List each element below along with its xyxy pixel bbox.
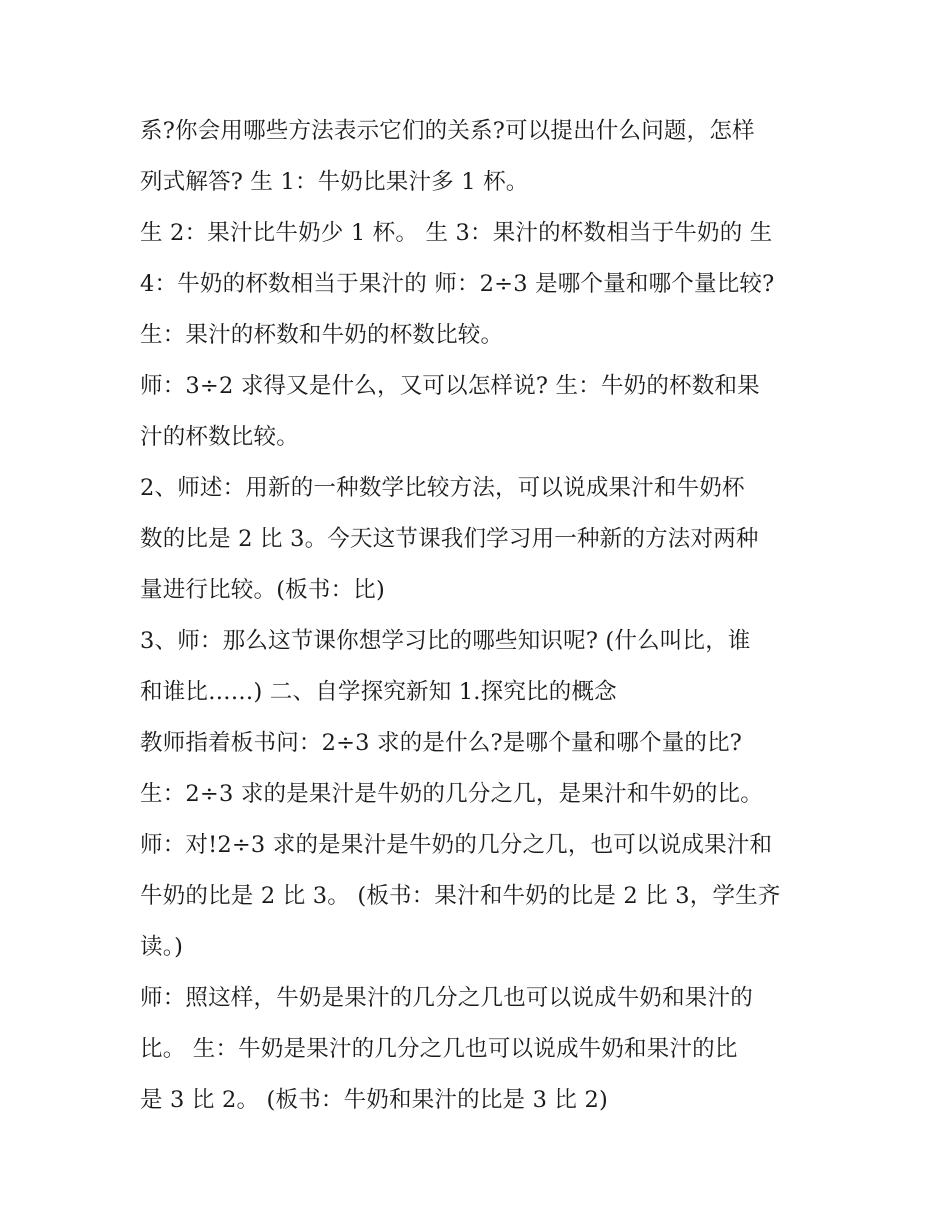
text-line: 是 3 比 2。 (板书：牛奶和果汁的比是 3 比 2) (140, 1087, 608, 1113)
text-line: 师：照这样，牛奶是果汁的几分之几也可以说成牛奶和果汁的 (140, 985, 753, 1011)
text-line: 系?你会用哪些方法表示它们的关系?可以提出什么问题，怎样 (140, 118, 755, 144)
text-line: 和谁比……) 二、自学探究新知 1.探究比的概念 (140, 679, 617, 705)
text-line: 师：3÷2 求得又是什么，又可以怎样说? 生：牛奶的杯数和果 (140, 373, 760, 399)
text-line: 师：对!2÷3 求的是果汁是牛奶的几分之几，也可以说成果汁和 (140, 832, 773, 858)
text-line: 列式解答? 生 1：牛奶比果汁多 1 杯。 (140, 169, 529, 195)
text-line: 量进行比较。(板书：比) (140, 577, 385, 603)
text-line: 生：果汁的杯数和牛奶的杯数比较。 (140, 322, 504, 348)
text-line: 2、师述：用新的一种数学比较方法，可以说成果汁和牛奶杯 (140, 475, 745, 501)
text-line: 汁的杯数比较。 (140, 424, 299, 450)
text-line: 4：牛奶的杯数相当于果汁的 师：2÷3 是哪个量和哪个量比较? (140, 271, 775, 297)
body-text (140, 109, 830, 1129)
text-line: 生：2÷3 求的是果汁是牛奶的几分之几，是果汁和牛奶的比。 (140, 781, 763, 807)
text-line: 教师指着板书问：2÷3 求的是什么?是哪个量和哪个量的比? (140, 730, 743, 756)
text-line: 比。 生：牛奶是果汁的几分之几也可以说成牛奶和果汁的比 (140, 1036, 738, 1062)
text-line: 数的比是 2 比 3。今天这节课我们学习用一种新的方法对两种 (140, 526, 759, 552)
text-line: 牛奶的比是 2 比 3。 (板书：果汁和牛奶的比是 2 比 3，学生齐 (140, 883, 781, 909)
text-line: 3、师：那么这节课你想学习比的哪些知识呢? (什么叫比，谁 (140, 628, 751, 654)
text-line: 读。) (140, 934, 184, 960)
text-line: 生 2：果汁比牛奶少 1 杯。 生 3：果汁的杯数相当于牛奶的 生 (140, 220, 773, 246)
